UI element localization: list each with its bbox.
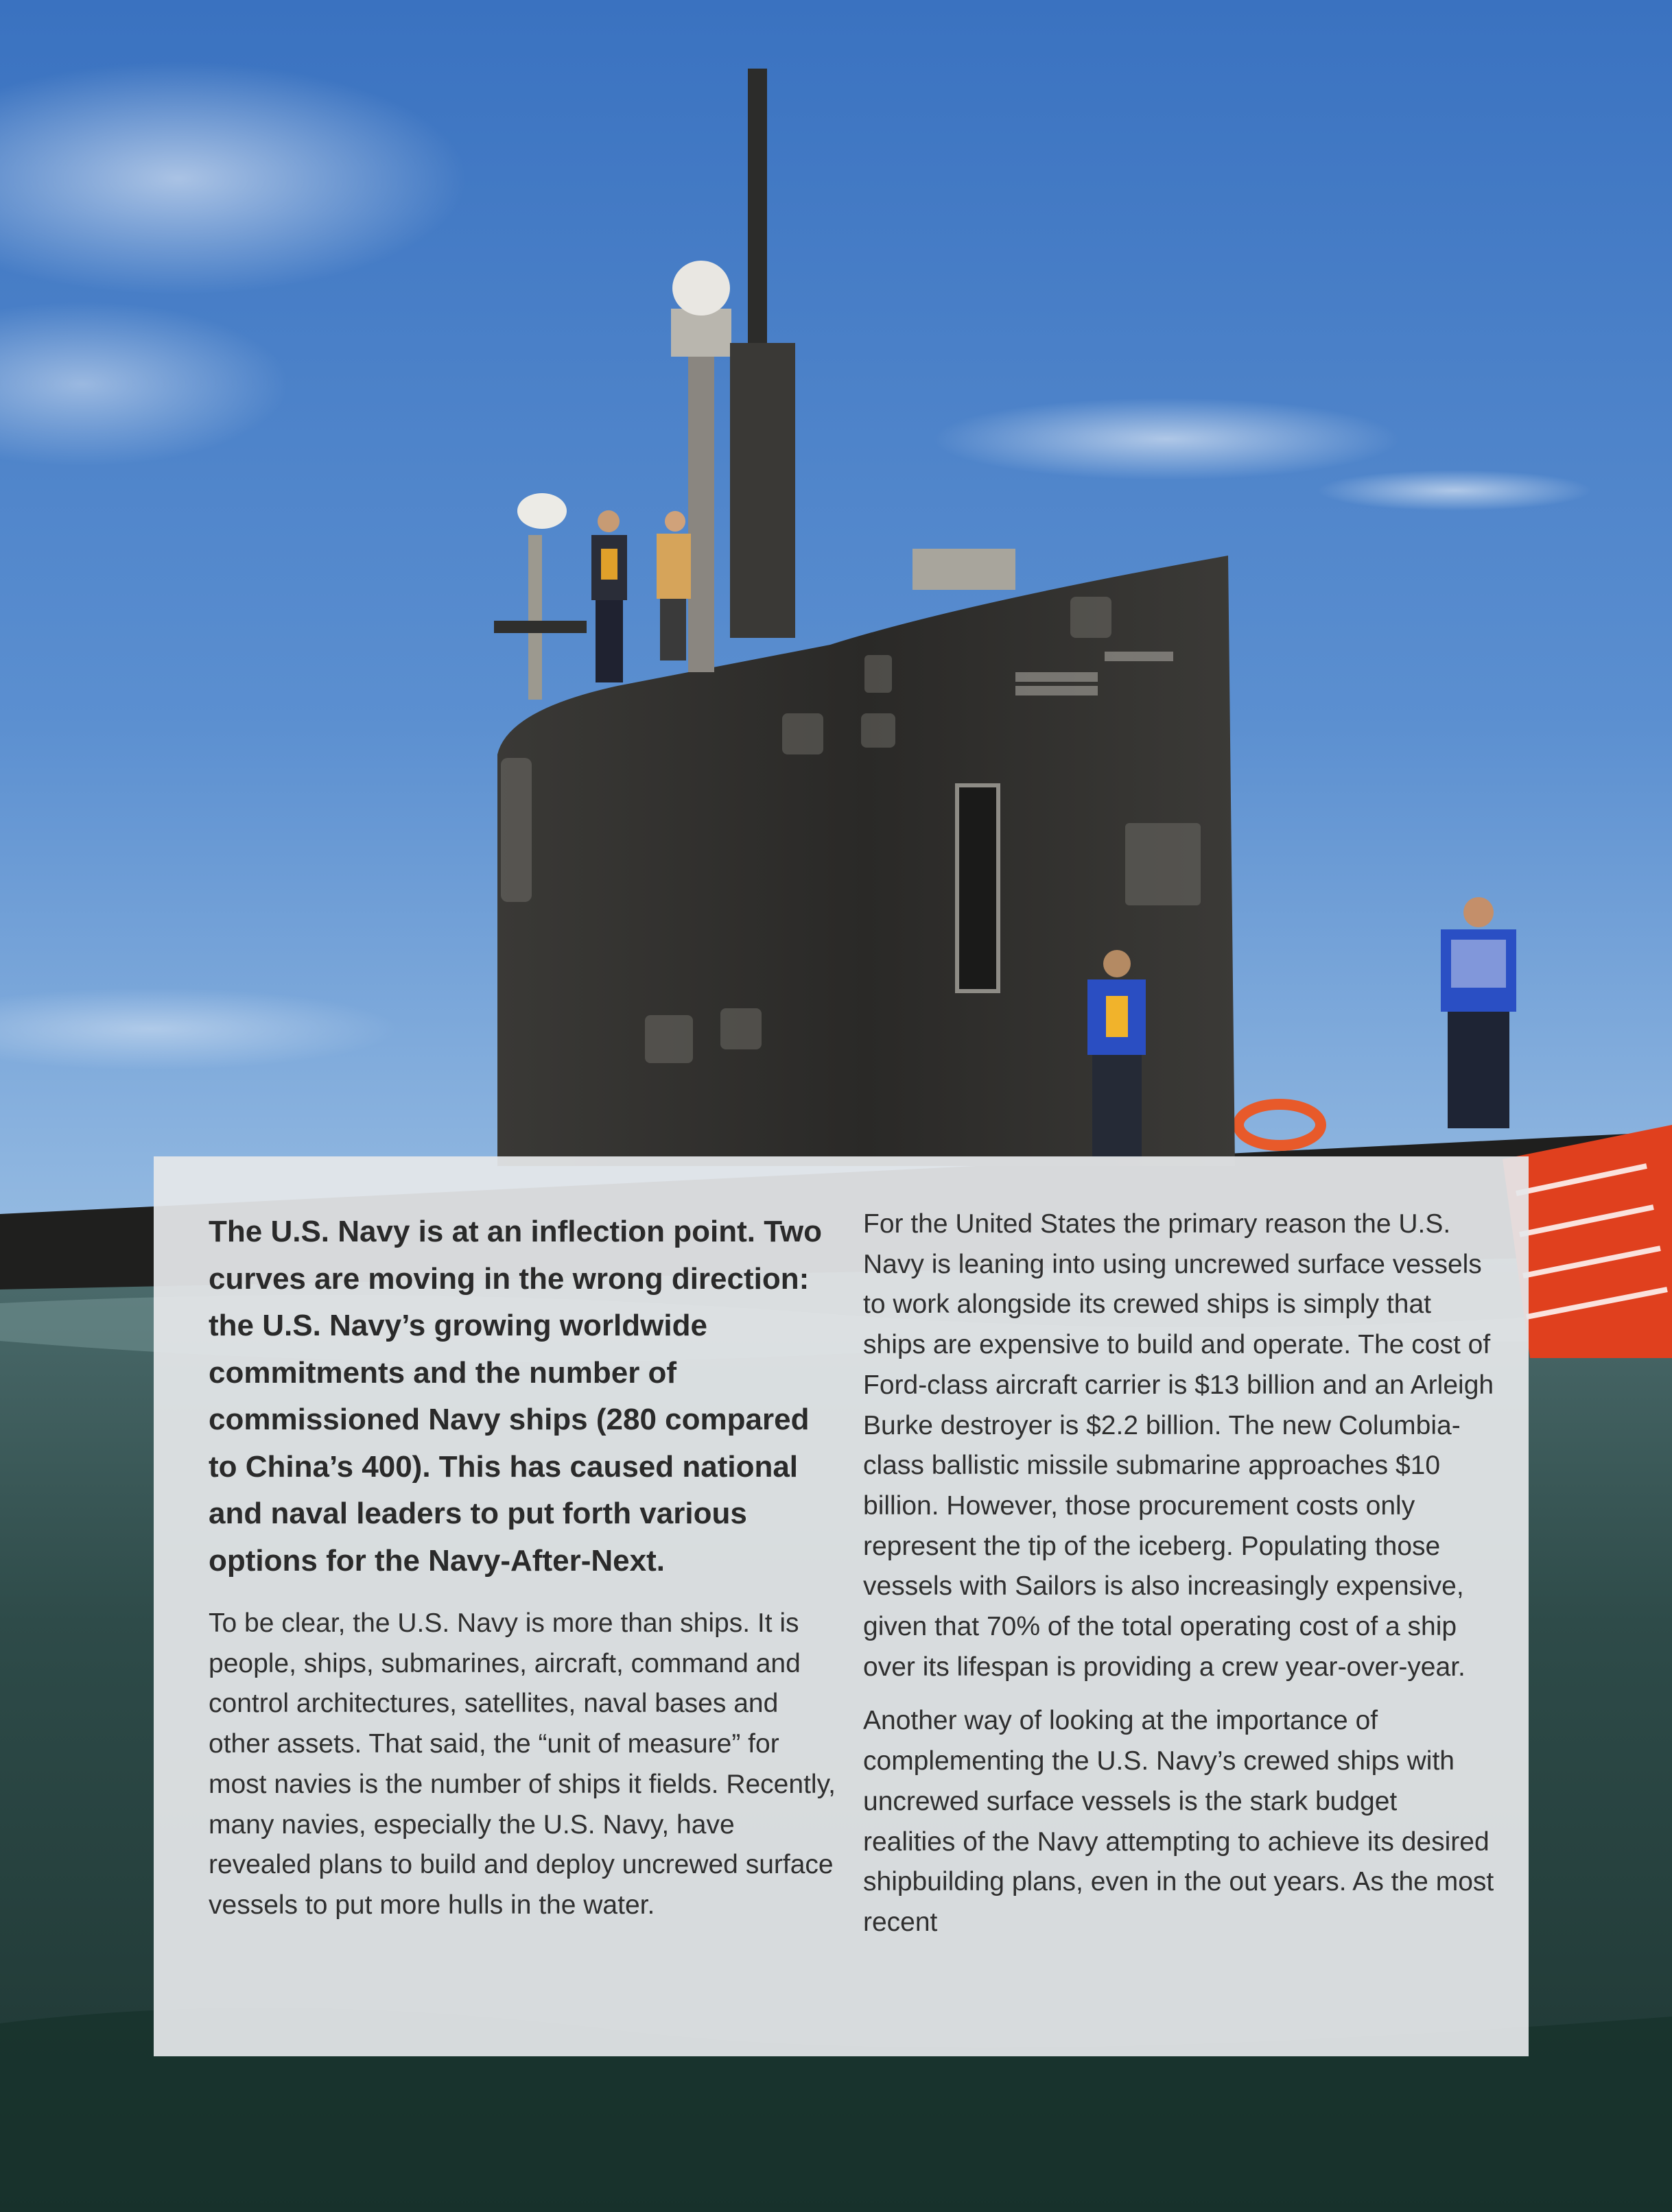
article-text-panel bbox=[154, 1156, 1529, 2056]
right-column bbox=[863, 1204, 1494, 1943]
left-column bbox=[209, 1209, 840, 1926]
body-paragraph: To be clear, the U.S. Navy is more than ships. It is people, ships, submarines, aircraft, command and control architectures, satellites, naval bases and other assets. That said, the “unit of measure” for most navies is the number of ships it fields. Recently, many navies, especially the U.S. Navy, have revealed plans to build and deploy uncrewed surface vessels to put more hulls in the water. bbox=[209, 1608, 836, 1920]
body-paragraph: For the United States the primary reason the U.S. Navy is leaning into using uncrewed surface vessels to work alongside its crewed ships is simply that ships are expensive to build and operate. The cost of Ford-class aircraft carrier is $13 billion and an Arleigh Burke destroyer is $2.2 billion. The new Columbia-class ballistic missile submarine approaches $10 billion. However, those procurement costs only represent the tip of the iceberg. Populating those vessels with Sailors is also increasingly expensive, given that 70% of the total operating cost of a ship over its lifespan is providing a crew year-over-year. bbox=[863, 1209, 1494, 1682]
lead-paragraph: The U.S. Navy is at an inflection point. Two curves are moving in the wrong direction: the U.S. Navy’s growing worldwide commitments and the number of commissioned Navy ships (280 compared to China’s 400). This has caused national and naval leaders to put forth various options for the Navy-After-Next. bbox=[209, 1215, 822, 1578]
body-paragraph: Another way of looking at the importance of complementing the U.S. Navy’s crewed ships with uncrewed surface vessels is the stark budget realities of the Navy attempting to achieve its desired shipbuilding plans, even in the out years. As the most recent bbox=[863, 1706, 1494, 1937]
